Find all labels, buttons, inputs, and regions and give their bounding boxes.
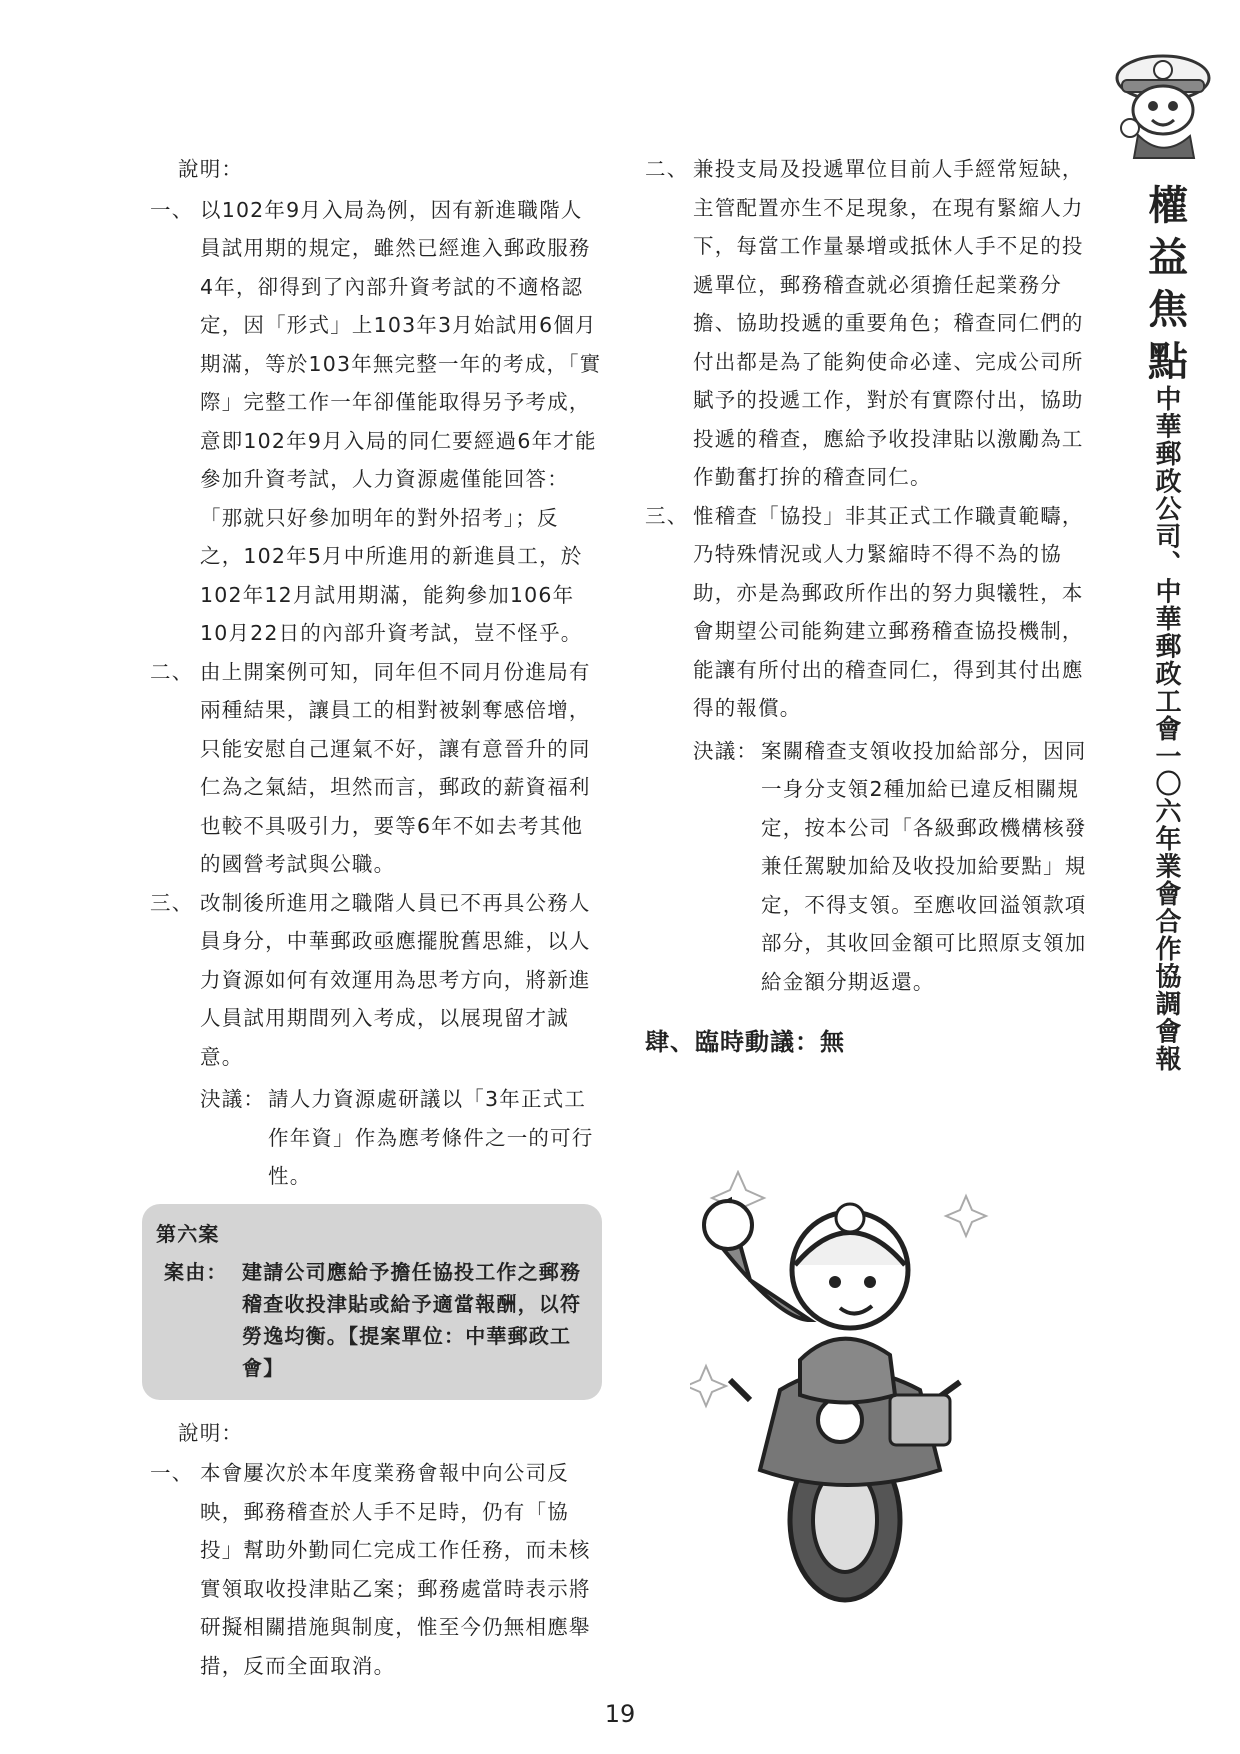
decision (645, 732, 1095, 1002)
list-item (150, 191, 602, 653)
explanation-label: 說明： (178, 1420, 244, 1445)
case-box (142, 1204, 602, 1400)
item-number: 一、 (150, 1461, 194, 1485)
explanation-label: 說明： (178, 157, 244, 181)
item-text: 本會屢次於本年度業務會報中向公司反映，郵務稽查於人手不足時，仍有「協投」幫助外勤同仁完成工作任務，而未核實領取收投津貼乙案；郵務處當時表示將研擬相關措施與制度，惟至今仍無相應舉措，反而全面取消。 (200, 1461, 591, 1678)
side-title (1140, 180, 1196, 388)
case-reason-text: 建請公司應給予擔任協投工作之郵務稽查收投津貼或給予適當報酬，以符勞逸均衡。【提案單位：中華郵政工會】 (242, 1259, 582, 1380)
item-number: 三、 (150, 890, 194, 915)
item-text: 改制後所進用之職階人員已不再具公務人員身分，中華郵政亟應擺脫舊思維，以人力資源如何有效運用為思考方向，將新進人員試用期間列入考成，以展現留才誠意。 (200, 890, 591, 1069)
decision (150, 1080, 602, 1196)
list-item (150, 884, 602, 1077)
side-title-char: 點 (1148, 338, 1188, 385)
item-text: 以102年9月入局為例，因有新進職階人員試用期的規定，雖然已經進入郵政服務4年，卻得到了內部升資考試的不適格認定，因「形式」上103年3月始試用6個月期滿，等於103年無完整一年的考成，「實際」完整工作一年卻僅能取得另予考成，意即102年9月入局的同仁要經過6年才能參加升資考試，人力資源處僅能回答：「那就只好參加明年的對外招考」；反之，102年5月中所進用的新進員工，於102年12月試用期滿，能夠參加106年10月22日的內部升資考試，豈不怪乎。 (200, 197, 602, 645)
page-number: 19 (604, 1700, 636, 1728)
section-heading: 肆、臨時動議：無 (645, 1028, 845, 1056)
item-text: 惟稽查「協投」非其正式工作職責範疇，乃特殊情況或人力緊縮時不得不為的協助，亦是為郵政所作出的努力與犧牲，本會期望公司能夠建立郵務稽查協投機制，能讓有所付出的稽查同仁，得到其付出應得的報償。 (693, 503, 1084, 720)
item-number: 二、 (150, 659, 194, 684)
side-subtitle: 中華郵政公司、中華郵政工會一〇六年業會合作協調會報 (1151, 385, 1181, 1073)
list-item (150, 653, 602, 884)
item-text: 兼投支局及投遞單位目前人手經常短缺，主管配置亦生不足現象，在現有緊縮人力下，每當工作量暴增或抵休人手不足的投遞單位，郵務稽查就必須擔任起業務分擔、協助投遞的重要角色；稽查同仁們的付出都是為了能夠使命必達、完成公司所賦予的投遞工作，對於有實際付出，協助投遞的稽查，應給予收投津貼以激勵為工作勤奮打拚的稽查同仁。 (693, 157, 1084, 489)
side-title-char: 益 (1148, 234, 1188, 281)
decision-label: 決議： (200, 1087, 266, 1111)
item-text: 由上開案例可知，同年但不同月份進局有兩種結果，讓員工的相對被剝奪感倍增，只能安慰自己運氣不好，讓有意晉升的同仁為之氣結，坦然而言，郵政的薪資福利也較不具吸引力，要等6年不如去考其他的國營考試與公職。 (200, 659, 591, 876)
case-title: 第六案 (156, 1221, 220, 1246)
side-title-char: 權 (1148, 182, 1188, 229)
mascot-logo-icon (1108, 40, 1218, 160)
decision-text: 案關稽查支領收投加給部分，因同一身分支領2種加給已違反相關規定，按本公司「各級郵政機構核發兼任駕駛加給及收投加給要點」規定，不得支領。至應收回溢領款項部分，其收回金額可比照原支領加給金額分期返還。 (761, 738, 1087, 994)
item-number: 三、 (645, 503, 689, 528)
side-title-char: 焦 (1148, 286, 1188, 333)
decision-label: 決議： (693, 738, 759, 763)
postman-motorcycle-illustration (690, 1170, 1020, 1610)
decision-text: 請人力資源處研議以「3年正式工作年資」作為應考條件之一的可行性。 (268, 1087, 594, 1188)
item-number: 二、 (645, 157, 689, 181)
case-reason-label: 案由： (164, 1259, 228, 1284)
left-column (150, 150, 602, 1685)
list-item (645, 150, 1095, 497)
list-item (645, 497, 1095, 728)
right-column (645, 150, 1095, 1062)
list-item (150, 1454, 602, 1685)
item-number: 一、 (150, 197, 194, 222)
case-reason (156, 1256, 588, 1384)
